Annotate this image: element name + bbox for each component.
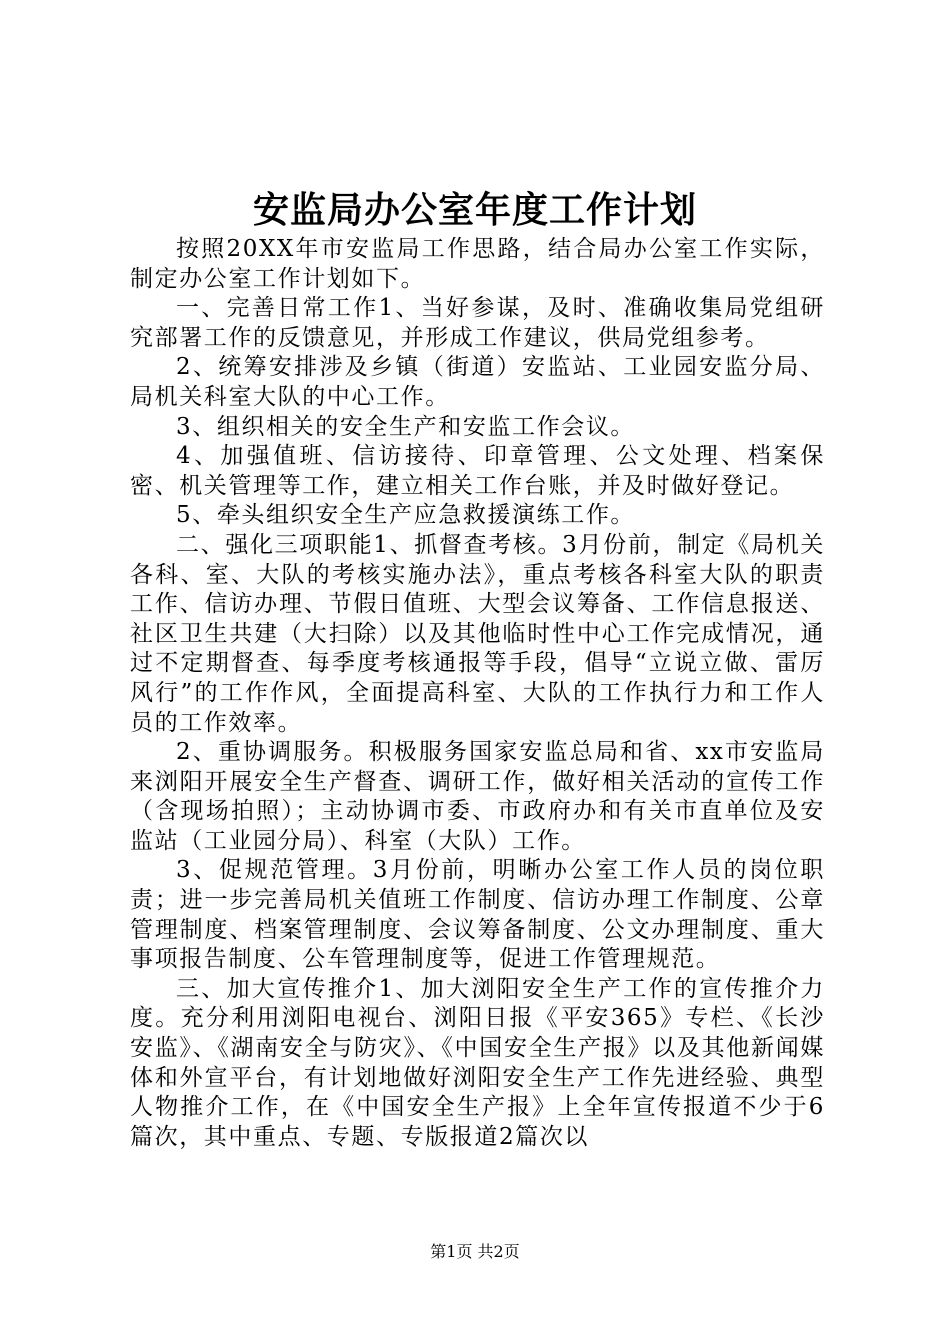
page-number-footer: 第1页 共2页 xyxy=(430,1242,520,1261)
paragraph-section-1-item-2: 2、统筹安排涉及乡镇（街道）安监站、工业园安监分局、局机关科室大队的中心工作。 xyxy=(130,354,825,410)
document-body xyxy=(130,235,825,1152)
paragraph-section-2-item-3: 3、促规范管理。3月份前，明晰办公室工作人员的岗位职责；进一步完善局机关值班工作制度、信访办理工作制度、公章管理制度、档案管理制度、会议筹备制度、公文办理制度、重大事项报告制度、公车管理制度等，促进工作管理规范。 xyxy=(130,857,825,973)
paragraph-section-1-item-1: 一、完善日常工作1、当好参谋，及时、准确收集局党组研究部署工作的反馈意见，并形成工作建议，供局党组参考。 xyxy=(130,295,825,351)
paragraph-section-1-item-5: 5、牵头组织安全生产应急救援演练工作。 xyxy=(176,502,636,529)
paragraph-section-1-item-3: 3、组织相关的安全生产和安监工作会议。 xyxy=(176,413,636,440)
paragraph-intro: 按照20XX年市安监局工作思路，结合局办公室工作实际，制定办公室工作计划如下。 xyxy=(130,236,825,292)
paragraph-section-3-item-1: 三、加大宣传推介1、加大浏阳安全生产工作的宣传推介力度。充分利用浏阳电视台、浏阳日报《平安365》专栏、《长沙安监》、《湖南安全与防灾》、《中国安全生产报》以及其他新闻媒体和外宣平台，有计划地做好浏阳安全生产工作先进经验、典型人物推介工作，在《中国安全生产报》上全年宣传报道不少于6篇次，其中重点、专题、专版报道2篇次以 xyxy=(130,975,825,1150)
paragraph-section-2-item-1: 二、强化三项职能1、抓督查考核。3月份前，制定《局机关各科、室、大队的考核实施办法》，重点考核各科室大队的职责工作、信访办理、节假日值班、大型会议筹备、工作信息报送、社区卫生共建（大扫除）以及其他临时性中心工作完成情况，通过不定期督查、每季度考核通报等手段，倡导“立说立做、雷厉风行”的工作作风，全面提高科室、大队的工作执行力和工作人员的工作效率。 xyxy=(130,531,825,736)
paragraph-section-2-item-2: 2、重协调服务。积极服务国家安监总局和省、xx市安监局来浏阳开展安全生产督查、调研工作，做好相关活动的宣传工作（含现场拍照）；主动协调市委、市政府办和有关市直单位及安监站（工业园分局）、科室（大队）工作。 xyxy=(130,739,825,854)
paragraph-section-1-item-4: 4、加强值班、信访接待、印章管理、公文处理、档案保密、机关管理等工作，建立相关工作台账，并及时做好登记。 xyxy=(130,443,825,499)
document-title: 安监局办公室年度工作计划 xyxy=(252,189,697,231)
